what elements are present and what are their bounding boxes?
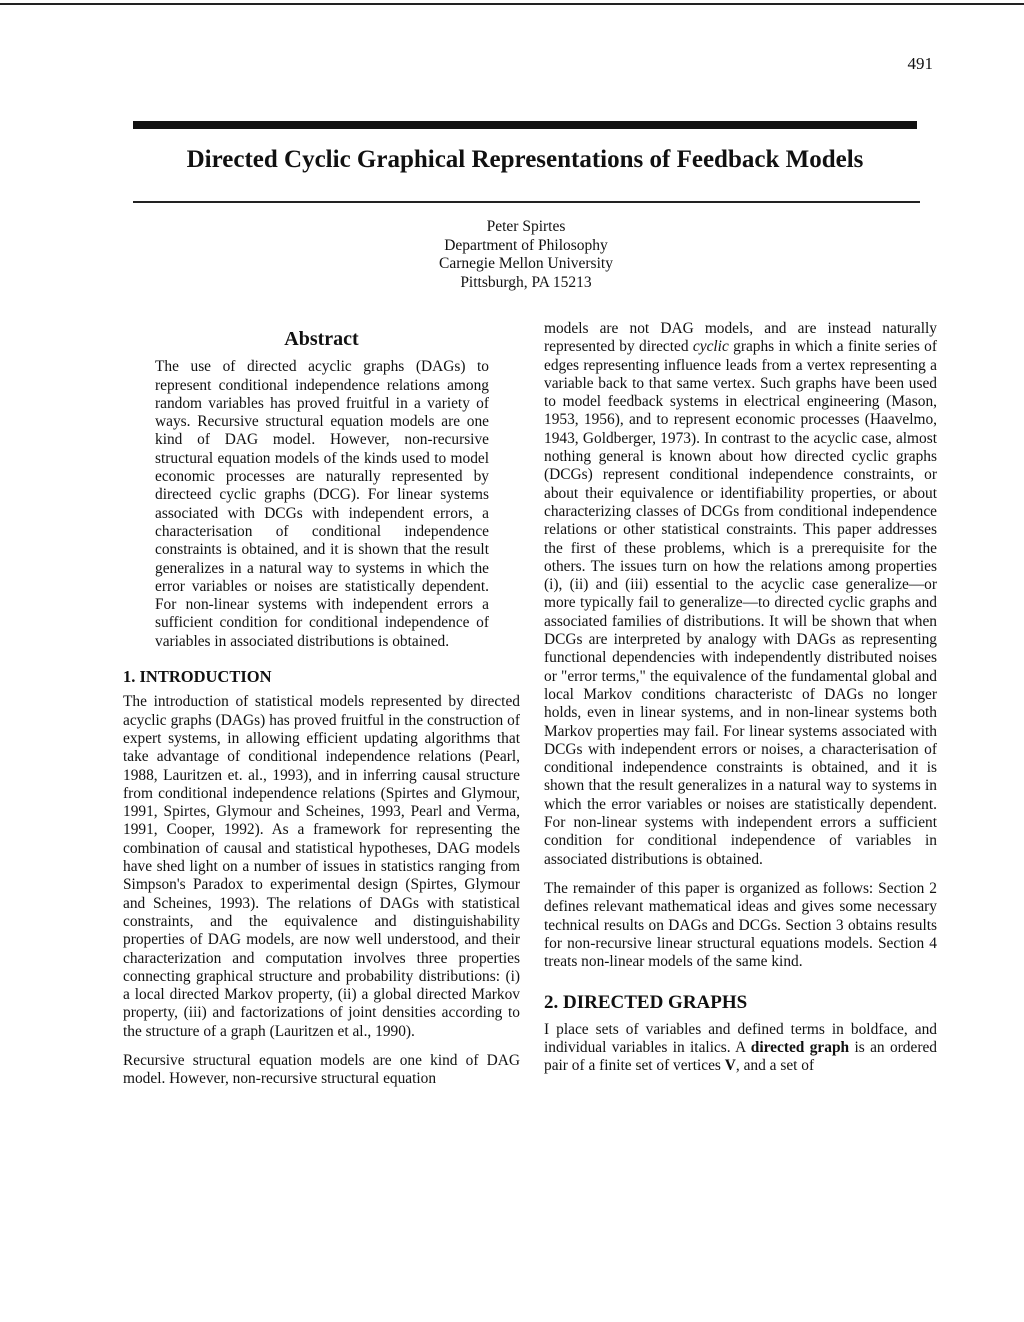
author-university: Carnegie Mellon University — [439, 255, 613, 272]
section-2-text: I place sets of variables and defined terms in boldface, and individual variables in italics. A directed graph is an ordered pair of a finite set of vertices V, and a set of — [544, 1020, 937, 1075]
author-department: Department of Philosophy — [444, 236, 608, 254]
title-top-rule — [133, 121, 917, 129]
introduction-paragraph-1: The introduction of statistical models represented by directed acyclic graphs (DAGs) has proved fruitful in the construction of expert systems, in allowing efficient updating algorithms that take advantage of conditional independence relations (Pearl, 1988, Lauritzen et. al., 1993), and in inferring causal structure from conditional independence relations (Spirtes and Glymour, 1991, Spirtes, Glymour and Scheines, 1993, Pearl and Verma, 1991, Cooper, 1992). As a framework for representing the combination of causal and statistical hypotheses, DAG models have shed light on a number of issues in statistics ranging from Simpson's Paradox to experimental design (Spirtes, Glymour and Scheines, 1993). The relations of DAGs with statistical constraints, and the equivalence and distinguishability properties of DAG models, are now well understood, and their characterization and computation involves three properties connecting graphical structure and probability distributions: (i) a local directed Markov property, (ii) a global directed Markov property, (iii) and factorizations of joint densities according to the structure of a graph (Lauritzen et al., 1990). — [123, 693, 520, 1040]
left-column — [123, 330, 520, 1089]
author-block — [376, 218, 676, 292]
italic-cyclic: cyclic — [692, 338, 729, 356]
introduction-paragraph-2-start: Recursive structural equation models are one kind of DAG model. However, non-recursive structural equation — [123, 1051, 520, 1088]
title-bottom-rule — [133, 201, 920, 203]
introduction-paragraph-3: The remainder of this paper is organized as follows: Section 2 defines relevant mathematical ideas and gives some necessary technical results on DAGs and DCGs. Section 3 obtains results for non-recursive linear structural equations models. Section 4 treats non-linear models of the same kind. — [544, 879, 937, 971]
introduction-paragraph-2-continued: models are not DAG models, and are instead naturally represented by directed cyclic graphs in which a finite series of edges representing influence leads from a vertex representing a variable back to that same vertex. Such graphs have been used to model feedback systems in electrical engineering (Mason, 1953, 1956), and to represent economic processes (Haavelmo, 1943, Goldberger, 1973). In contrast to the acyclic case, almost nothing general is known about how directed cyclic graphs (DCGs) represent conditional independence constraints, or about their equivalence or identifiability properties, or about characterizing classes of DCGs from conditional independence relations or other statistical constraints. This paper addresses the first of these problems, which is a prerequisite for the others. The issues turn on how the relations among properties (i), (ii) and (iii) essential to the acyclic case generalize—or more typically fail to generalize—to directed cyclic graphs and associated families of distributions. It will be shown that when DCGs are interpreted by analogy with DAGs as representing functional dependencies with independently distributed noises or "error terms," the equivalence of the fundamental global and local Markov conditions characteristc of DAGs no longer holds, even in linear systems, and in non-linear systems both Markov properties may fail. For linear systems associated with DCGs with independent errors or noises, a characterisation of conditional independence constraints is obtained, and it is shown that the result generalizes in a natural way to systems in which the error variables or noises are statistically dependent. For non-linear systems with independent errors a sufficient condition for conditional independence of variables in associated distributions is obtained. — [544, 320, 937, 868]
section-2-heading: 2. DIRECTED GRAPHS — [544, 992, 748, 1014]
introduction-heading: 1. INTRODUCTION — [123, 667, 272, 687]
abstract-heading: Abstract — [284, 328, 359, 350]
bold-V: V — [724, 1057, 736, 1075]
page-number: 491 — [907, 54, 933, 73]
bold-directed-graph: directed graph — [750, 1038, 850, 1056]
author-name: Peter Spirtes — [486, 218, 566, 235]
abstract-text: The use of directed acyclic graphs (DAGs) to represent conditional independence relations among random variables has proved fruitful in a variety of ways. Recursive structural equation models are one kind of DAG model. However, non-recursive structural equation models of the kinds used to model economic processes are naturally represented by directeed cyclic graphs (DCG). For linear systems associated with DCGs with independent errors, a characterisation of conditional independence constraints is obtained, and it is shown that the result generalizes in a natural way to systems in which the error variables or noises are statistically dependent. For non-linear systems with independent errors a sufficient condition for conditional independence of variables in associated distributions is obtained. — [155, 358, 489, 650]
author-address: Pittsburgh, PA 15213 — [460, 273, 592, 291]
top-border-line — [0, 3, 1024, 5]
paper-title: Directed Cyclic Graphical Representations of Feedback Models — [186, 146, 864, 173]
right-column — [544, 320, 937, 1076]
